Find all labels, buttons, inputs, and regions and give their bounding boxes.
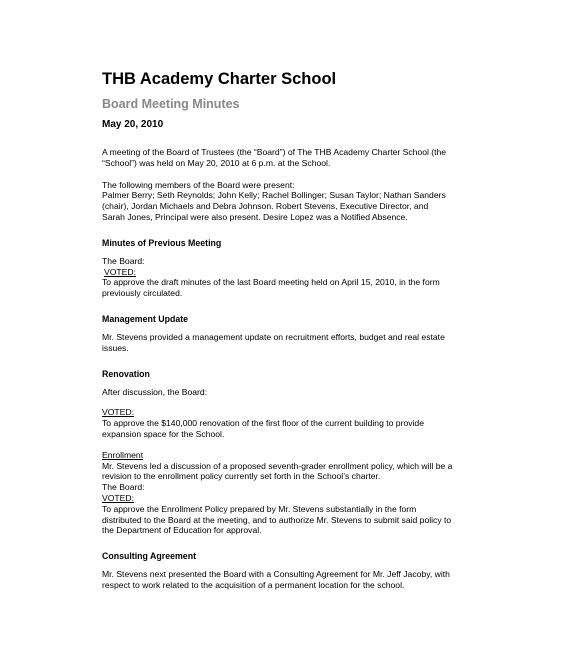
minutes-heading: Minutes of Previous Meeting <box>102 237 222 248</box>
enrollment-voted-label: VOTED: <box>102 492 134 503</box>
management-heading: Management Update <box>102 313 189 324</box>
consulting-text: Mr. Stevens next presented the Board with a Consulting Agreement for Mr. Jeff Jacoby, with respect to work related to the acquisition of a permanent location for the school. <box>102 569 450 590</box>
renovation-vote-text: To approve the $140,000 renovation of the first floor of the current building to provide expansion space for the School. <box>102 418 424 439</box>
renovation-heading: Renovation <box>102 368 150 379</box>
enrollment-text: Mr. Stevens led a discussion of a proposed seventh-grader enrollment policy, which will be a revision to the enrollment policy currently set forth in the School’s charter. <box>102 460 453 482</box>
management-text: Mr. Stevens provided a management update on recruitment efforts, budget and real estate issues. <box>102 331 445 353</box>
renovation-intro: After discussion, the Board: <box>102 386 208 397</box>
renovation-voted-label: VOTED: <box>102 407 134 418</box>
attendance-paragraph: The following members of the Board were present: Palmer Berry; Seth Reynolds; John Kelly; Rachel Bollinger; Susan Taylor; Nathan Sanders (chair), Jordan Michaels and Debra Johnson. Robert Stevens, Executive Director, and Sarah Jones, Principal were also present. Desire Lopez was a Notified Absence. <box>102 179 446 222</box>
document-title: THB Academy Charter School <box>102 70 337 88</box>
document-body <box>102 66 488 591</box>
minutes-vote-text: To approve the draft minutes of the last Board meeting held on April 15, 2010, in the form previously circulated. <box>102 277 440 299</box>
enrollment-board-label: The Board: <box>102 482 145 493</box>
intro-paragraph: A meeting of the Board of Trustees (the “Board”) of The THB Academy Charter School (the “School”) was held on May 20, 2010 at 6 p.m. at the School. <box>102 147 447 168</box>
minutes-board-label: The Board: <box>102 255 145 266</box>
document-subtitle: Board Meeting Minutes <box>102 97 240 111</box>
enrollment-heading: Enrollment <box>102 449 144 460</box>
minutes-voted-label: VOTED: <box>104 266 136 277</box>
meeting-date: May 20, 2010 <box>102 119 164 130</box>
consulting-heading: Consulting Agreement <box>102 551 196 562</box>
enrollment-vote-text: To approve the Enrollment Policy prepared by Mr. Stevens substantially in the form distributed to the Board at the meeting, and to authorize Mr. Stevens to submit said policy to the Department of Education for approval. <box>102 503 452 536</box>
